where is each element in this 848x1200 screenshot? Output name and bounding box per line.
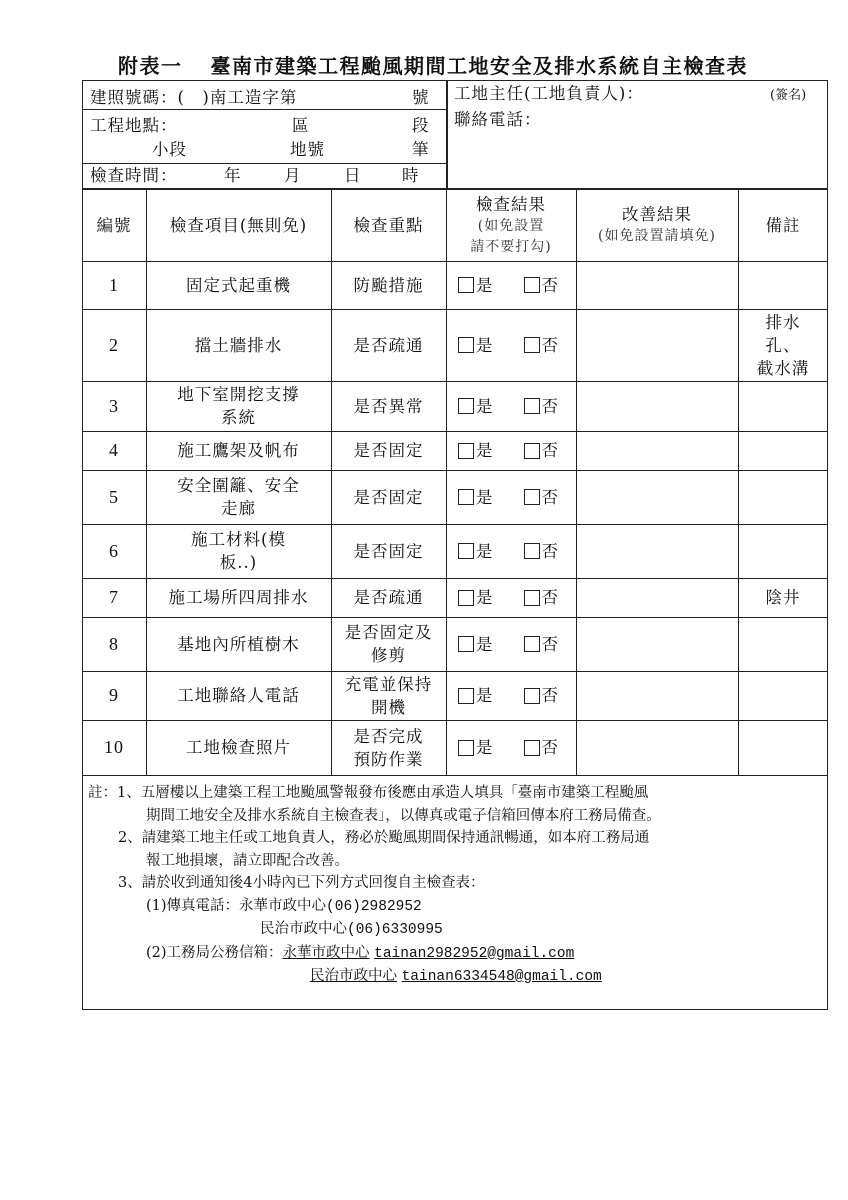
- inspection-focus-text: 是否疏通: [353, 588, 424, 607]
- no-checkbox[interactable]: [524, 540, 560, 563]
- month-label: 月: [284, 166, 302, 185]
- result-options: [446, 309, 576, 381]
- inspection-focus-text: 預防作業: [353, 749, 424, 769]
- inspection-focus: [331, 720, 446, 775]
- row-number: [82, 431, 146, 470]
- fax-office: 永華市政中心: [239, 897, 327, 914]
- permit-suffix: 號: [412, 88, 430, 107]
- checkbox-square-icon[interactable]: [524, 398, 540, 414]
- header-divider: [82, 163, 446, 164]
- form-title-main: 臺南市建築工程颱風期間工地安全及排水系統自主檢查表: [210, 54, 748, 78]
- district-label: 區: [292, 116, 310, 135]
- yes-checkbox[interactable]: [458, 586, 494, 609]
- result-options: [446, 617, 576, 671]
- inspection-focus-text: 是否固定: [353, 487, 424, 507]
- inspection-focus-text: 防颱措施: [353, 275, 424, 295]
- row-number-text: 10: [104, 737, 124, 757]
- yes-checkbox[interactable]: [458, 736, 494, 759]
- mail-office: 民治市政中心: [310, 968, 397, 984]
- yes-checkbox[interactable]: [458, 439, 494, 462]
- improvement-field[interactable]: [576, 309, 738, 381]
- header-improve-note: (如免設置請填免): [598, 228, 716, 244]
- checkbox-square-icon[interactable]: [524, 277, 540, 293]
- remark-cell: [738, 309, 828, 381]
- inspection-focus: [331, 261, 446, 309]
- improvement-field[interactable]: [576, 671, 738, 720]
- mail-address-link[interactable]: tainan6334548@gmail.com: [401, 969, 602, 985]
- inspection-focus: [331, 578, 446, 617]
- checkbox-square-icon[interactable]: [458, 636, 474, 652]
- no-checkbox-label: 否: [541, 396, 559, 416]
- mail-line-2: [88, 965, 661, 989]
- checkbox-square-icon[interactable]: [458, 740, 474, 756]
- checkbox-square-icon[interactable]: [524, 590, 540, 606]
- checkbox-square-icon[interactable]: [458, 688, 474, 704]
- checkbox-square-icon[interactable]: [524, 543, 540, 559]
- yes-checkbox-label: 是: [476, 541, 494, 561]
- remark-cell: [738, 524, 828, 578]
- yes-checkbox-label: 是: [476, 275, 494, 295]
- remark-cell-text: 截水溝: [756, 358, 810, 378]
- improvement-field[interactable]: [576, 470, 738, 524]
- row-number: [82, 261, 146, 309]
- inspection-focus: [331, 381, 446, 431]
- yes-checkbox[interactable]: [458, 486, 494, 509]
- inspection-item-text: 工地聯絡人電話: [177, 686, 300, 705]
- no-checkbox-label: 否: [541, 487, 559, 507]
- fax-number: (06)2982952: [326, 898, 422, 915]
- checkbox-square-icon[interactable]: [524, 489, 540, 505]
- remark-cell: [738, 381, 828, 431]
- inspection-item: [146, 381, 331, 431]
- header-item: 檢查項目(無則免): [169, 215, 308, 235]
- checkbox-square-icon[interactable]: [458, 489, 474, 505]
- permit-label: 建照號碼：( )南工造字第: [90, 88, 298, 107]
- improvement-field[interactable]: [576, 261, 738, 309]
- row-number-text: 5: [109, 486, 119, 507]
- remark-cell: [738, 617, 828, 671]
- mail-office: 永華市政中心: [282, 944, 370, 961]
- yes-checkbox-label: 是: [476, 487, 494, 507]
- no-checkbox[interactable]: [524, 334, 560, 357]
- improvement-field[interactable]: [576, 431, 738, 470]
- mail-line-1: [88, 942, 661, 966]
- remark-cell: [738, 470, 828, 524]
- inspection-item: [146, 261, 331, 309]
- inspection-item: [146, 524, 331, 578]
- checkbox-square-icon[interactable]: [524, 636, 540, 652]
- inspection-focus: [331, 309, 446, 381]
- yes-checkbox-label: 是: [476, 335, 494, 355]
- row-number-text: 7: [109, 587, 119, 607]
- note-2-cont: 報工地損壞，請立即配合改善。: [146, 852, 349, 869]
- row-number: [82, 309, 146, 381]
- note-2: 2、請建築工地主任或工地負責人，務必於颱風期間保持通訊暢通，如本府工務局通: [118, 830, 650, 846]
- inspection-focus-text: 修剪: [371, 646, 406, 665]
- inspection-item: [146, 309, 331, 381]
- result-options: [446, 431, 576, 470]
- form-title: [118, 50, 748, 79]
- inspection-item-text: 走廊: [221, 499, 256, 518]
- fax-number: (06)6330995: [347, 922, 443, 938]
- header-result-note: 請不要打勾): [470, 238, 552, 255]
- checkbox-square-icon[interactable]: [458, 590, 474, 606]
- remark-cell: [738, 578, 828, 617]
- lot-label: 地號: [290, 140, 325, 159]
- no-checkbox[interactable]: [524, 486, 560, 509]
- inspection-item: [146, 720, 331, 775]
- no-checkbox[interactable]: [524, 684, 560, 707]
- no-checkbox[interactable]: [524, 439, 560, 462]
- fax-office: 民治市政中心: [260, 921, 347, 937]
- checkbox-square-icon[interactable]: [458, 543, 474, 559]
- checkbox-square-icon[interactable]: [524, 740, 540, 756]
- inspection-item-text: 固定式起重機: [186, 275, 291, 295]
- row-number-text: 3: [109, 395, 119, 416]
- note-1-cont: 期間工地安全及排水系統自主檢查表」，以傳真或電子信箱回傳本府工務局備查。: [146, 807, 661, 824]
- row-number: [82, 470, 146, 524]
- inspection-item-text: 系統: [221, 408, 256, 427]
- inspection-item-text: 施工鷹架及帆布: [177, 441, 300, 460]
- yes-checkbox[interactable]: [458, 395, 494, 418]
- improvement-field[interactable]: [576, 720, 738, 775]
- header-no: 編號: [96, 215, 132, 235]
- checkbox-square-icon[interactable]: [524, 688, 540, 704]
- checkbox-square-icon[interactable]: [458, 443, 474, 459]
- result-options: [446, 524, 576, 578]
- inspection-focus: [331, 470, 446, 524]
- inspection-focus-text: 開機: [371, 697, 406, 717]
- day-label: 日: [344, 166, 362, 185]
- inspection-item: [146, 431, 331, 470]
- result-options: [446, 578, 576, 617]
- result-options: [446, 671, 576, 720]
- inspection-focus: [331, 671, 446, 720]
- inspection-item-text: 施工場所四周排水: [168, 588, 309, 607]
- section-label: 段: [412, 116, 430, 135]
- improvement-field[interactable]: [576, 578, 738, 617]
- inspection-item-text: 板..): [219, 553, 258, 572]
- inspection-focus: [331, 524, 446, 578]
- remark-cell: [738, 431, 828, 470]
- inspection-item: [146, 617, 331, 671]
- row-number-text: 9: [109, 685, 119, 705]
- no-checkbox-label: 否: [541, 275, 559, 295]
- yes-checkbox-label: 是: [476, 738, 494, 757]
- year-label: 年: [224, 166, 242, 185]
- header-focus: 檢查重點: [353, 215, 424, 235]
- row-number-text: 2: [109, 334, 119, 355]
- supervisor-label: 工地主任(工地負責人)：: [454, 84, 644, 103]
- note-3: 3、請於收到通知後4小時內已下列方式回復自主檢查表：: [118, 875, 485, 891]
- inspection-focus-text: 是否固定: [353, 441, 424, 460]
- improvement-field[interactable]: [576, 617, 738, 671]
- yes-checkbox-label: 是: [476, 686, 494, 705]
- yes-checkbox-label: 是: [476, 588, 494, 607]
- inspection-item-text: 工地檢查照片: [186, 738, 291, 757]
- header-result: [446, 189, 576, 261]
- notes-section: [88, 782, 661, 989]
- row-number-text: 8: [109, 633, 119, 654]
- phone-label: 聯絡電話：: [454, 110, 542, 129]
- row-number: [82, 381, 146, 431]
- yes-checkbox[interactable]: [458, 540, 494, 563]
- form-title-prefix: 附表一: [118, 54, 183, 78]
- no-checkbox-label: 否: [541, 541, 559, 561]
- remark-cell: [738, 671, 828, 720]
- note-1: 註：1、五層樓以上建築工程工地颱風警報發布後應由承造人填具「臺南市建築工程颱風: [88, 785, 649, 801]
- no-checkbox[interactable]: [524, 274, 560, 297]
- time-label: 檢查時間：: [90, 166, 178, 185]
- header-improve-title: 改善結果: [622, 205, 692, 224]
- inspection-focus-text: 是否完成: [353, 726, 424, 746]
- result-options: [446, 720, 576, 775]
- row-number: [82, 578, 146, 617]
- row-number: [82, 524, 146, 578]
- mail-label: (2)工務局公務信箱：: [146, 944, 283, 961]
- inspection-item-text: 安全圍籬、安全: [177, 476, 300, 495]
- header-divider: [82, 109, 446, 110]
- row-number-text: 6: [109, 540, 119, 561]
- inspection-focus-text: 是否固定及: [344, 623, 433, 642]
- yes-checkbox[interactable]: [458, 684, 494, 707]
- remark-cell-text: 排水: [765, 312, 801, 332]
- no-checkbox-label: 否: [541, 634, 559, 654]
- no-checkbox[interactable]: [524, 395, 560, 418]
- lot-suffix: 筆: [412, 140, 430, 159]
- row-number-text: 4: [109, 440, 119, 460]
- improvement-field[interactable]: [576, 524, 738, 578]
- fax-line-1: [88, 895, 661, 919]
- inspection-focus-text: 是否異常: [353, 396, 424, 416]
- header-column-divider: [446, 80, 448, 189]
- inspection-focus-text: 是否疏通: [353, 335, 424, 355]
- no-checkbox-label: 否: [541, 588, 559, 607]
- fax-line-2: [88, 918, 661, 942]
- row-number: [82, 671, 146, 720]
- inspection-item-text: 施工材料(模: [191, 530, 286, 549]
- no-checkbox-label: 否: [541, 686, 559, 705]
- remark-cell: [738, 720, 828, 775]
- inspection-focus: [331, 431, 446, 470]
- no-checkbox[interactable]: [524, 586, 560, 609]
- checkbox-square-icon[interactable]: [524, 443, 540, 459]
- checkbox-square-icon[interactable]: [458, 398, 474, 414]
- inspection-focus-text: 是否固定: [353, 541, 424, 561]
- inspection-focus-text: 充電並保持: [344, 674, 433, 694]
- yes-checkbox[interactable]: [458, 274, 494, 297]
- yes-checkbox[interactable]: [458, 334, 494, 357]
- inspection-focus: [331, 617, 446, 671]
- no-checkbox-label: 否: [541, 335, 559, 355]
- header-result-title: 檢查結果: [476, 194, 546, 214]
- row-number: [82, 617, 146, 671]
- no-checkbox-label: 否: [541, 738, 559, 757]
- yes-checkbox-label: 是: [476, 634, 494, 654]
- site-label: 工程地點：: [90, 116, 178, 135]
- header-result-note: (如免設置: [477, 217, 545, 234]
- inspection-item-text: 基地內所植樹木: [177, 634, 300, 654]
- yes-checkbox-label: 是: [476, 441, 494, 460]
- mail-address-link[interactable]: tainan2982952@gmail.com: [374, 945, 575, 962]
- remark-cell: [738, 261, 828, 309]
- yes-checkbox[interactable]: [458, 633, 494, 656]
- inspection-item: [146, 578, 331, 617]
- inspection-item: [146, 470, 331, 524]
- inspection-item-text: 擋土牆排水: [194, 335, 283, 355]
- inspection-item: [146, 671, 331, 720]
- fax-label: (1)傳真電話：: [146, 897, 240, 914]
- header-improve: [576, 189, 738, 261]
- inspection-item-text: 地下室開挖支撐: [177, 385, 300, 404]
- no-checkbox-label: 否: [541, 441, 559, 460]
- result-options: [446, 470, 576, 524]
- remark-cell-text: 陰井: [765, 588, 801, 607]
- improvement-field[interactable]: [576, 381, 738, 431]
- checkbox-square-icon[interactable]: [524, 337, 540, 353]
- remark-cell-text: 孔、: [765, 335, 801, 355]
- no-checkbox[interactable]: [524, 736, 560, 759]
- no-checkbox[interactable]: [524, 633, 560, 656]
- row-number-text: 1: [109, 274, 119, 295]
- header-remark: 備註: [765, 215, 801, 235]
- subsection-label: 小段: [152, 140, 187, 159]
- checkbox-square-icon[interactable]: [458, 337, 474, 353]
- result-options: [446, 381, 576, 431]
- signature-note: (簽名): [770, 88, 807, 103]
- hour-label: 時: [402, 166, 420, 185]
- row-divider: [82, 775, 828, 776]
- row-number: [82, 720, 146, 775]
- yes-checkbox-label: 是: [476, 396, 494, 416]
- result-options: [446, 261, 576, 309]
- checkbox-square-icon[interactable]: [458, 277, 474, 293]
